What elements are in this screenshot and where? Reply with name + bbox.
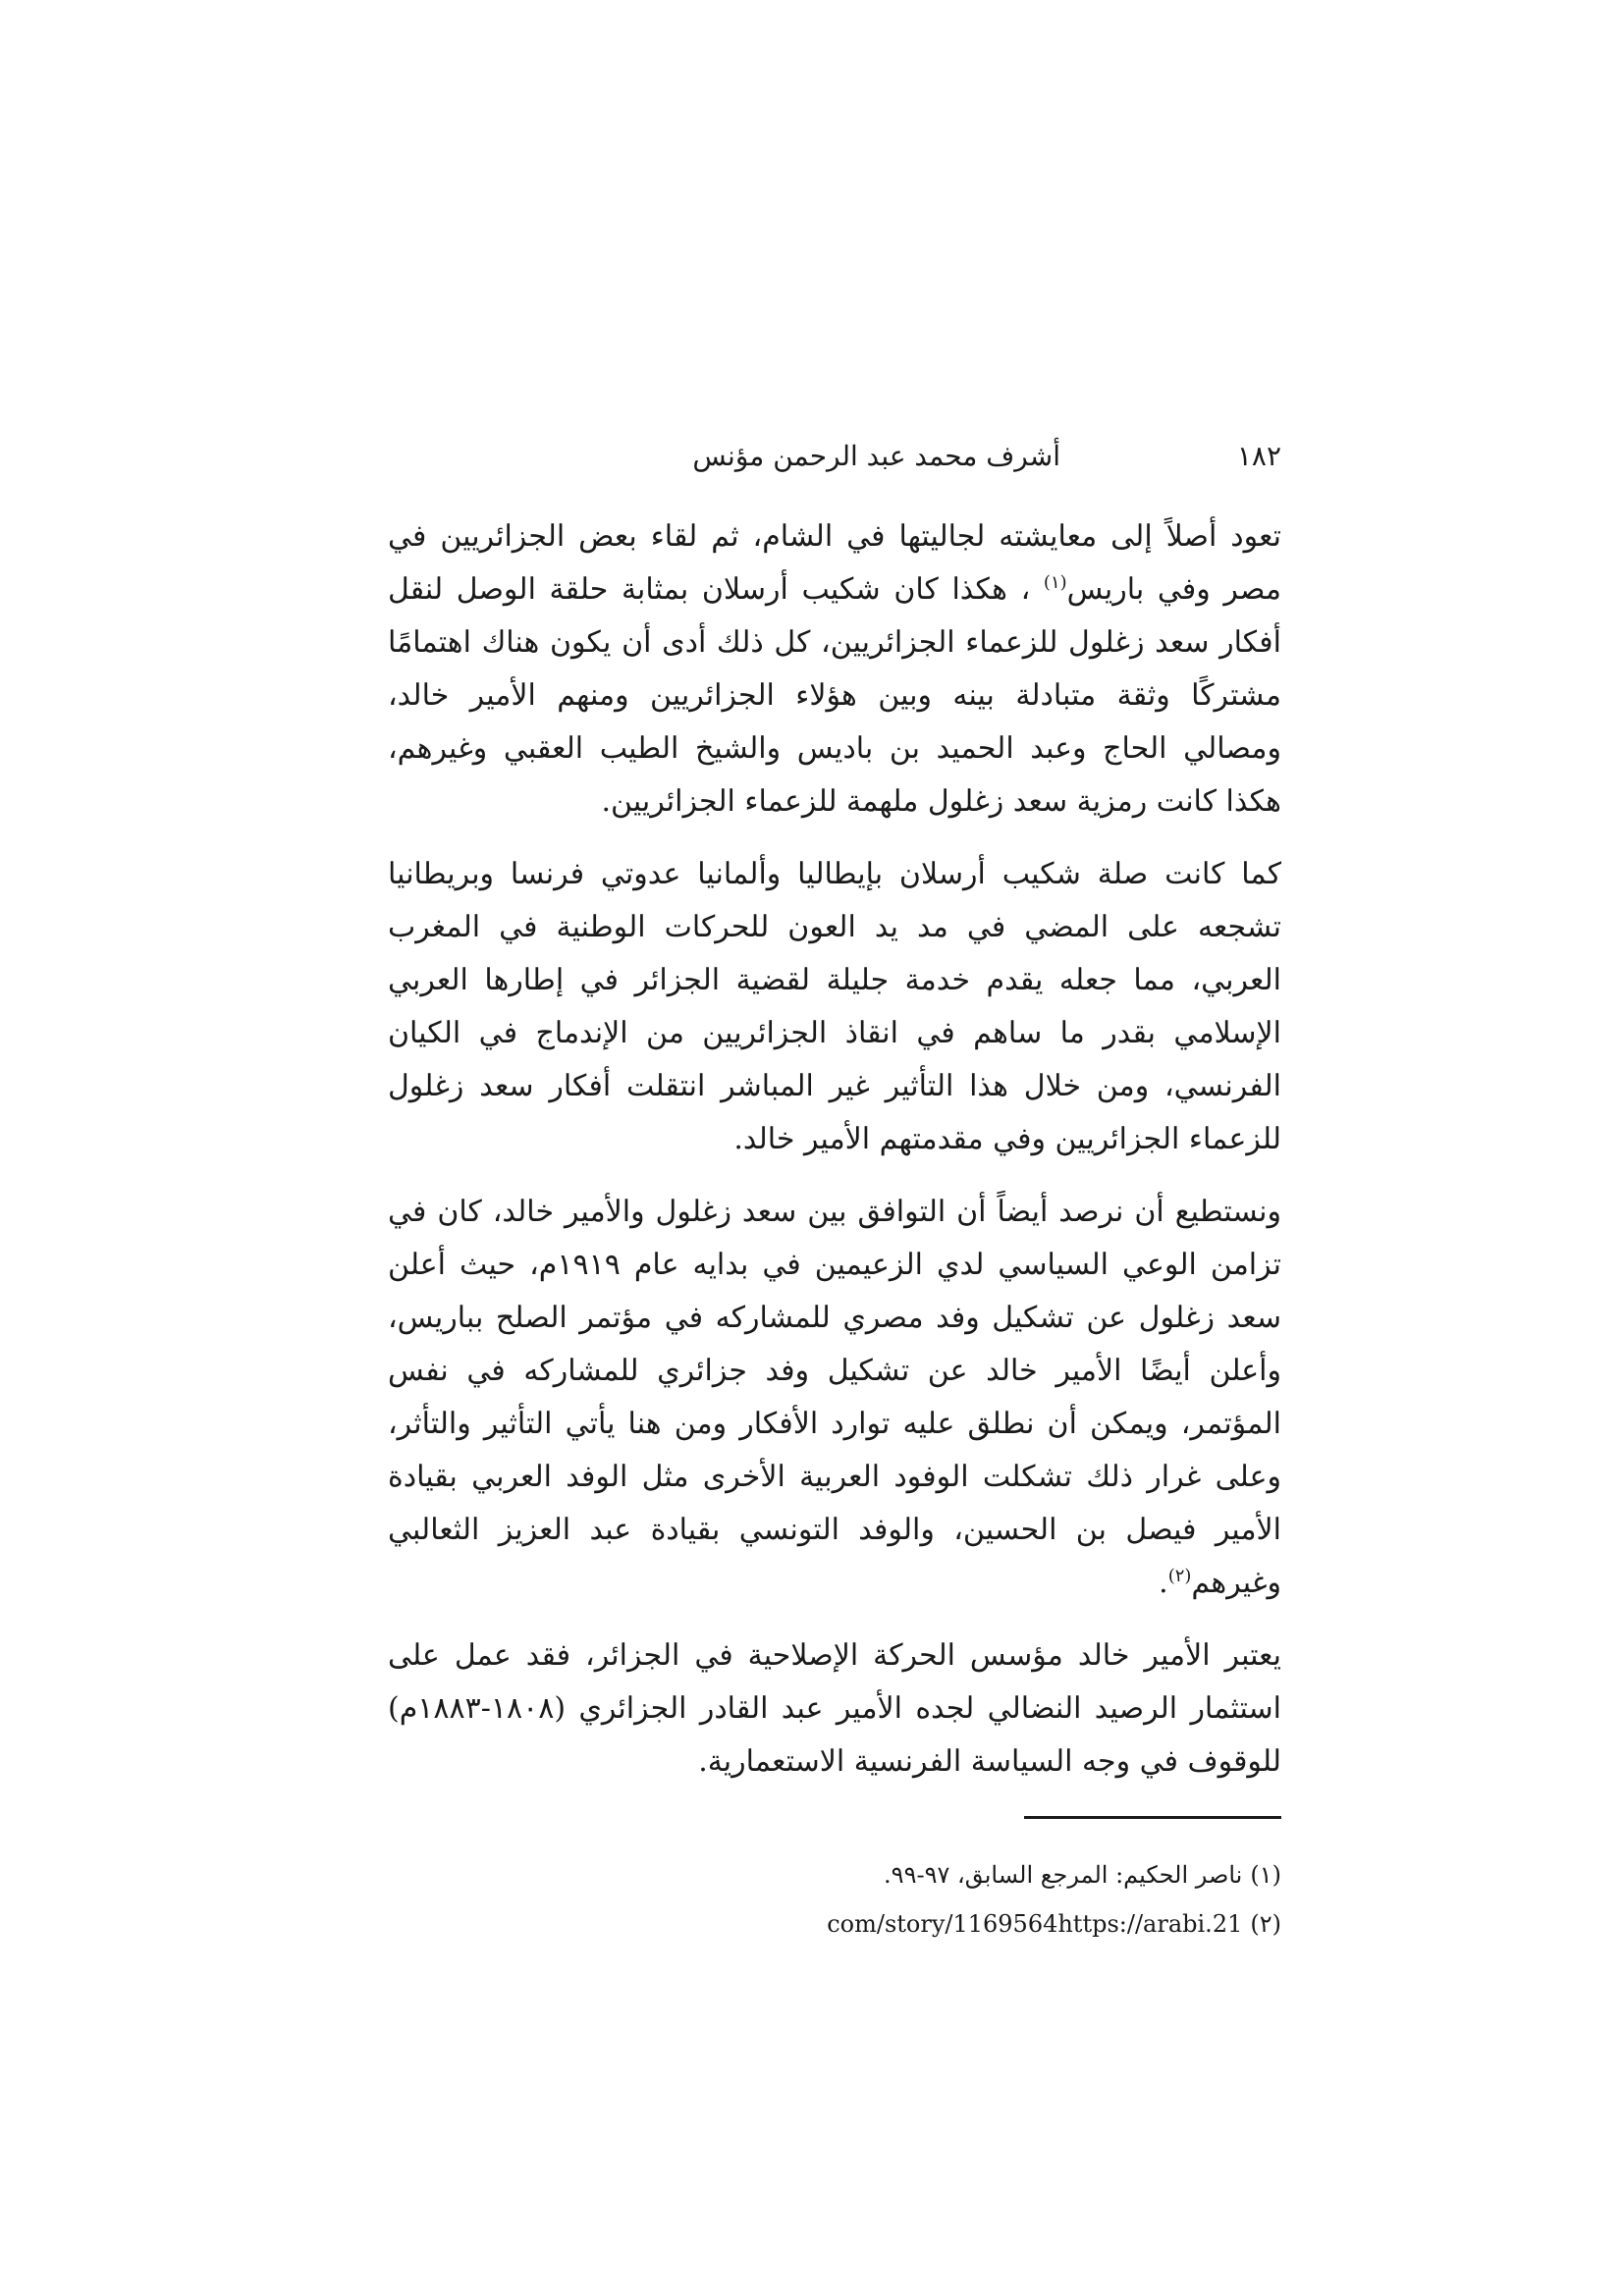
footnotes: [388, 1850, 1281, 1949]
footnote-1-text: ناصر الحكيم: المرجع السابق، ٩٧-٩٩.: [884, 1861, 1243, 1889]
page-header: [388, 432, 1281, 481]
paragraph-1-text-a: تعود أصلاً إلى معايشته لجاليتها في الشام، ثم لقاء بعض الجزائريين في مصر وفي باريس: [388, 519, 1281, 607]
paragraph-2: كما كانت صلة شكيب أرسلان بإيطاليا وألمانيا عدوتي فرنسا وبريطانيا تشجعه على المضي في مد يد العون للحركات الوطنية في المغرب العربي، مما جعله يقدم خدمة جليلة لقضية الجزائر في إطارها العربي الإسلامي بقدر ما ساهم في انقاذ الجزائريين من الإندماج في الكيان الفرنسي، ومن خلال هذا التأثير غير المباشر انتقلت أفكار سعد زغلول للزعماء الجزائريين وفي مقدمتهم الأمير خالد.: [388, 857, 1281, 1156]
footnote-separator: [1024, 1816, 1281, 1819]
paragraph-3: [388, 1186, 1281, 1610]
footnote-1: [388, 1850, 1281, 1899]
paragraph-3-text-a: ونستطيع أن نرصد أيضاً أن التوافق بين سعد زغلول والأمير خالد، كان في تزامن الوعي السياسي لدي الزعيمين في بدايه عام ١٩١٩م، حيث أعلن سعد زغلول عن تشكيل وفد مصري للمشاركه في مؤتمر الصلح بباريس، وأعلن أيضًا الأمير خالد عن تشكيل وفد جزائري للمشاركه في نفس المؤتمر، ويمكن أن نطلق عليه توارد الأفكار ومن هنا يأتي التأثير والتأثر، وعلى غرار ذلك تشكلت الوفود العربية الأخرى مثل الوفد العربي بقيادة الأمير فيصل بن الحسين، والوفد التونسي بقيادة عبد العزيز الثعالبي وغيرهم: [388, 1195, 1282, 1600]
paragraph-1-text-b: ، هكذا كان شكيب أرسلان بمثابة حلقة الوصل لنقل أفكار سعد زغلول للزعماء الجزائريين، كل ذلك أدى أن يكون هناك اهتمامًا مشتركًا وثقة متبادلة بينه وبين هؤلاء الجزائريين ومنهم الأمير خالد، ومصالي الحاج وعبد الحميد بن باديس والشيخ الطيب العقبي وغيرهم، هكذا كانت رمزية سعد زغلول ملهمة للزعماء الجزائريين.: [388, 572, 1281, 819]
footnote-ref-1: (١): [1043, 572, 1067, 593]
paragraph-1: [388, 510, 1281, 828]
footnote-ref-2: (٢): [1167, 1566, 1192, 1586]
footnote-2-number: (٢): [1250, 1910, 1281, 1938]
body-text: [388, 510, 1281, 1808]
footnote-1-number: (١): [1250, 1861, 1281, 1889]
page-number: ١٨٢: [1236, 440, 1281, 472]
footnote-2-text: 21.com/story/1169564https://arabi: [827, 1910, 1243, 1938]
paragraph-3-text-b: .: [1159, 1566, 1168, 1600]
paragraph-4: يعتبر الأمير خالد مؤسس الحركة الإصلاحية في الجزائر، فقد عمل على استثمار الرصيد النضالي لجده الأمير عبد القادر الجزائري (١٨٠٨-١٨٨٣م) للوقوف في وجه السياسة الفرنسية الاستعمارية.: [388, 1638, 1281, 1779]
footnote-2: [388, 1899, 1281, 1949]
running-title: أشرف محمد عبد الرحمن مؤنس: [692, 440, 1060, 472]
